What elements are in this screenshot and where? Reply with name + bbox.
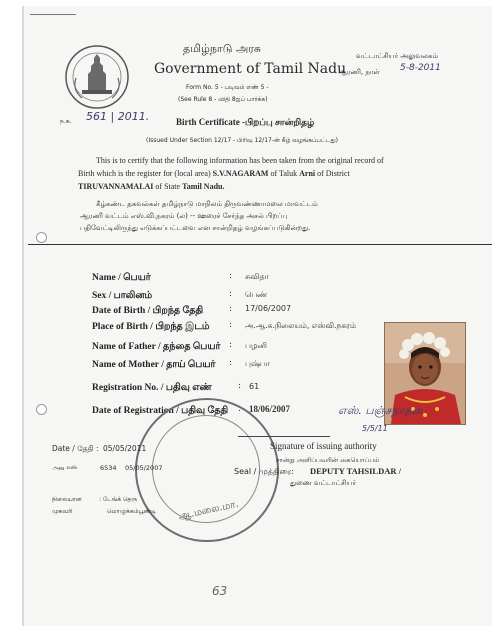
local-area: S.V.NAGARAM: [212, 169, 269, 178]
state: Tamil Nadu.: [182, 182, 225, 191]
permanent-address-value-1: : டேங்க் தெரு: [99, 496, 138, 503]
field-label-date-of-birth: Date of Birth / பிறந்த தேதி: [92, 306, 204, 316]
issue-date-value: 05/05/2011: [103, 444, 147, 453]
register-date: 05/05/2007: [125, 464, 163, 472]
signature-date-handwritten: 5/5/11: [362, 424, 388, 433]
bottom-handwritten-number: 63: [212, 584, 228, 598]
field-value-sex: பெண்: [245, 290, 268, 299]
field-colon: :: [229, 271, 233, 281]
field-label-name: Name / பெயர்: [92, 273, 151, 283]
field-colon: :: [229, 289, 233, 299]
register-label: அனு எண்: [52, 465, 78, 471]
field-colon: :: [229, 340, 233, 350]
field-label-place-of-birth: Place of Birth / பிறந்த இடம்: [92, 322, 210, 332]
rule-reference: (See Rule 8 - விதி 8ஐப் பார்க்க): [178, 96, 268, 103]
signature-label-tamil: சான்று அளிப்பவரின் கையொப்பம்: [276, 456, 380, 464]
certify-text-d: of State: [155, 182, 181, 191]
field-colon: :: [238, 381, 242, 391]
issued-under-section: (Issued Under Section 12/17 - பிரிவு 12/17-ன் கீழ் வழங்கப்பட்டது): [146, 137, 338, 144]
field-value-date-of-birth: 17/06/2007: [245, 304, 292, 313]
taluk: Arni: [299, 169, 316, 178]
field-value-date-of-registration: 18/06/2007: [249, 404, 291, 414]
field-label-mother: Name of Mother / தாய் பெயர்: [92, 360, 216, 370]
field-value-registration-no: 61: [249, 382, 260, 391]
reference-number-handwritten: 561 | 2011.: [86, 110, 150, 123]
place-date-handwritten: 5-8-2011: [400, 63, 441, 73]
field-value-name: சுவிதா: [245, 272, 269, 281]
government-title: Government of Tamil Nadu: [154, 61, 347, 77]
tamil-nadu-emblem-icon: [64, 44, 130, 110]
field-label-date-of-registration: Date of Registration / பதிவு தேதி: [92, 406, 229, 416]
tamil-certify-line-1: கீழ்கண்ட தகவல்கள் தமிழ்நாடு மாநிலம் திருவண்ணாமலை மாவட்டம்: [96, 200, 318, 208]
certify-text-a: Birth which is the register for (local area): [78, 169, 211, 178]
designation-tamil: துணை வட்டாட்சியர்: [290, 479, 357, 487]
section-divider: [28, 244, 492, 245]
top-mark: [30, 14, 76, 15]
reference-prefix: ந.க.: [60, 118, 72, 125]
state-title-tamil: தமிழ்நாடு அரசு: [183, 42, 262, 55]
field-colon: :: [229, 320, 233, 330]
permanent-address-label-1: நிலையான: [52, 496, 82, 503]
field-value-place-of-birth: அ.ஆ.சு.நிலையம், எஸ்வி.நகரம்: [245, 321, 356, 330]
certify-line-3: [78, 182, 224, 191]
stamp-text: ஆ.மலை.மா.: [177, 498, 240, 523]
field-label-registration-no: Registration No. / பதிவு எண்: [92, 383, 212, 393]
certify-line-1: This is to certify that the following information has been taken from the original record of: [96, 156, 384, 165]
certify-text-c: of District: [317, 169, 350, 178]
signature-handwritten: எஸ். பஞ்சநாதன்: [338, 404, 423, 417]
issue-date-label: Date / தேதி :: [52, 444, 99, 453]
district: TIRUVANNAMALAI: [78, 182, 154, 191]
certify-text-b: of Taluk: [270, 169, 298, 178]
field-colon: :: [229, 358, 233, 368]
permanent-address-label-2: முகவரி: [52, 508, 73, 515]
page-edge: [22, 6, 24, 626]
tamil-certify-line-3: பதிவேட்டிலிருந்து எடுக்கப்பட்டவை என சான்றிதழ் வழங்கப்படுகின்றது.: [80, 224, 311, 232]
certify-line-2: [78, 169, 350, 178]
tamil-certify-line-2: ஆரணி வட்டம் எஸ்.வி.நகரம் (ல) -- ஊரைச் சேர்ந்த அசல் பிறப்பு: [80, 212, 288, 220]
permanent-address-value-2: மொழுக்கம்பூண்டி: [107, 508, 157, 515]
signature-line: [238, 436, 330, 437]
designation: DEPUTY TAHSILDAR /: [310, 466, 401, 476]
signature-label: Signature of issuing authority: [270, 441, 377, 451]
punch-hole: [36, 232, 47, 243]
place-date-prefix: ஆரணி, நாள்: [338, 68, 380, 76]
punch-hole: [36, 404, 47, 415]
office-name-tamil: வட்டாட்சியர் அலுவலகம்: [356, 52, 439, 60]
seal-label: Seal / முத்திரை:: [234, 467, 294, 476]
form-number: Form No. 5 - படிவம் எண் 5 -: [186, 84, 269, 91]
field-label-sex: Sex / பாலினம்: [92, 291, 153, 301]
certificate-title: Birth Certificate -பிறப்பு சான்றிதழ்: [176, 117, 315, 127]
register-value: 6534: [100, 464, 117, 472]
field-label-father: Name of Father / தந்தை பெயர்: [92, 342, 221, 352]
field-colon: :: [229, 304, 233, 314]
field-value-father: பழனி: [245, 341, 267, 350]
field-colon: :: [238, 404, 242, 414]
field-value-mother: புஷ்பா: [245, 359, 271, 368]
